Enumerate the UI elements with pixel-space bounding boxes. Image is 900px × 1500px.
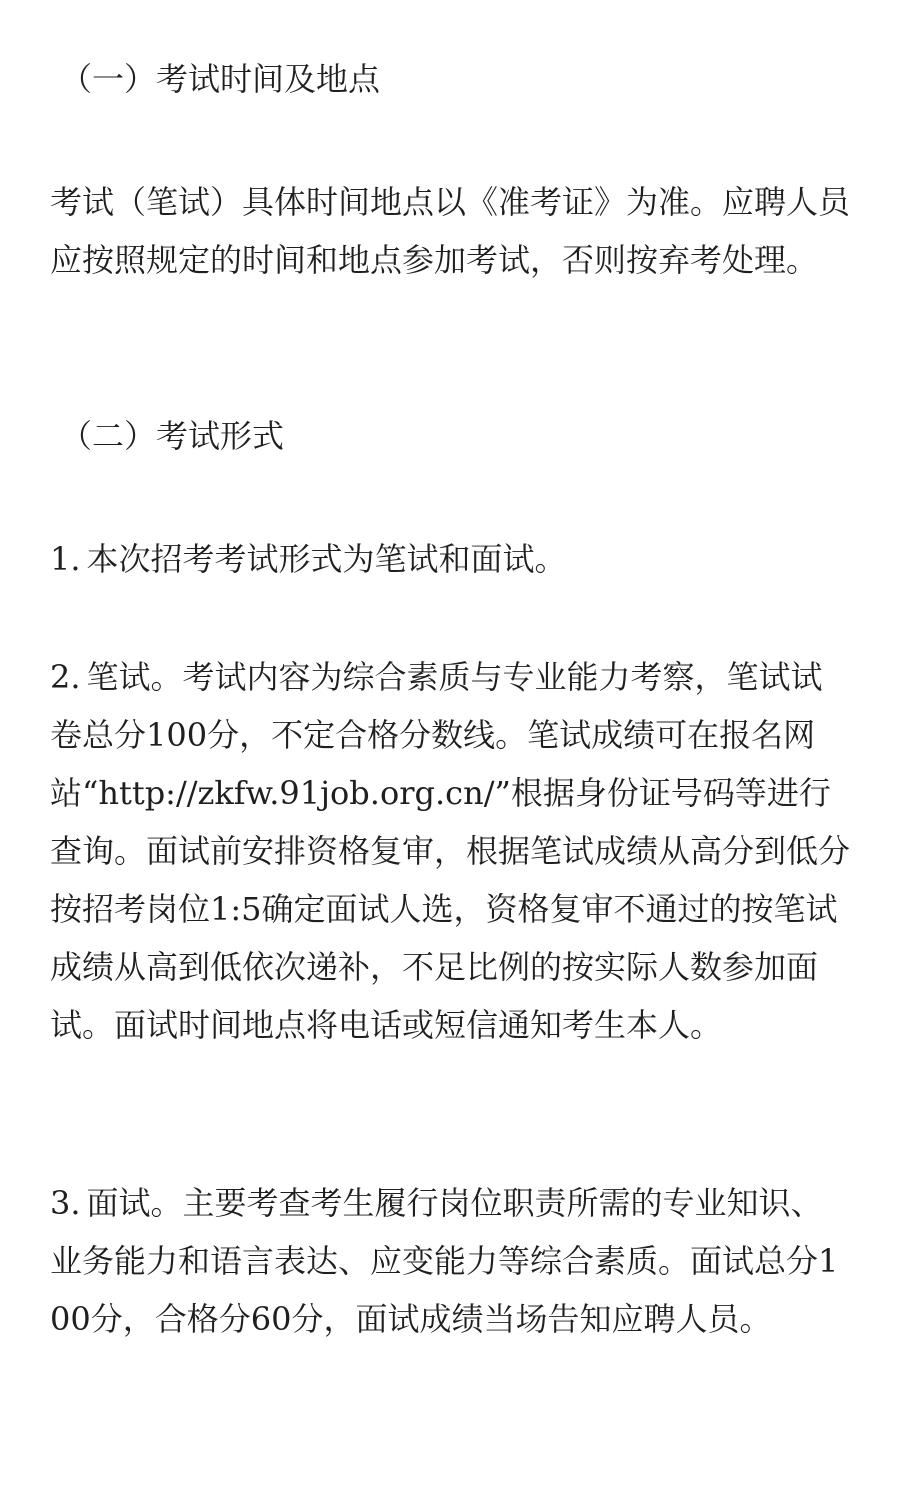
exam-format-item-3 xyxy=(50,1174,850,1348)
section-heading-exam-format: （二）考试形式 xyxy=(60,417,285,455)
section-heading-exam-time-place: （一）考试时间及地点 xyxy=(60,60,381,98)
exam-format-item-1 xyxy=(50,530,850,588)
exam-format-item-2 xyxy=(50,648,850,1054)
item-text: 面试。主要考查考生履行岗位职责所需的专业知识、业务能力和语言表达、应变能力等综合素质。面试总分100分，合格分60分，面试成绩当场告知应聘人员。 xyxy=(50,1184,839,1338)
item-number: 1. xyxy=(50,540,81,578)
item-text: 笔试。考试内容为综合素质与专业能力考察，笔试试卷总分100分，不定合格分数线。笔试成绩可在报名网站“http://zkfw.91job.org.cn/”根据身份证号码等进行查询。面试前安排资格复审，根据笔试成绩从高分到低分按招考岗位1:5确定面试人选，资格复审不通过的按笔试成绩从高到低依次递补，不足比例的按实际人数参加面试。面试时间地点将电话或短信通知考生本人。 xyxy=(50,658,851,1044)
item-text: 本次招考考试形式为笔试和面试。 xyxy=(86,540,567,578)
item-number: 3. xyxy=(50,1184,81,1222)
exam-time-place-paragraph: 考试（笔试）具体时间地点以《准考证》为准。应聘人员应按照规定的时间和地点参加考试，否则按弃考处理。 xyxy=(50,183,851,279)
item-number: 2. xyxy=(50,658,81,696)
